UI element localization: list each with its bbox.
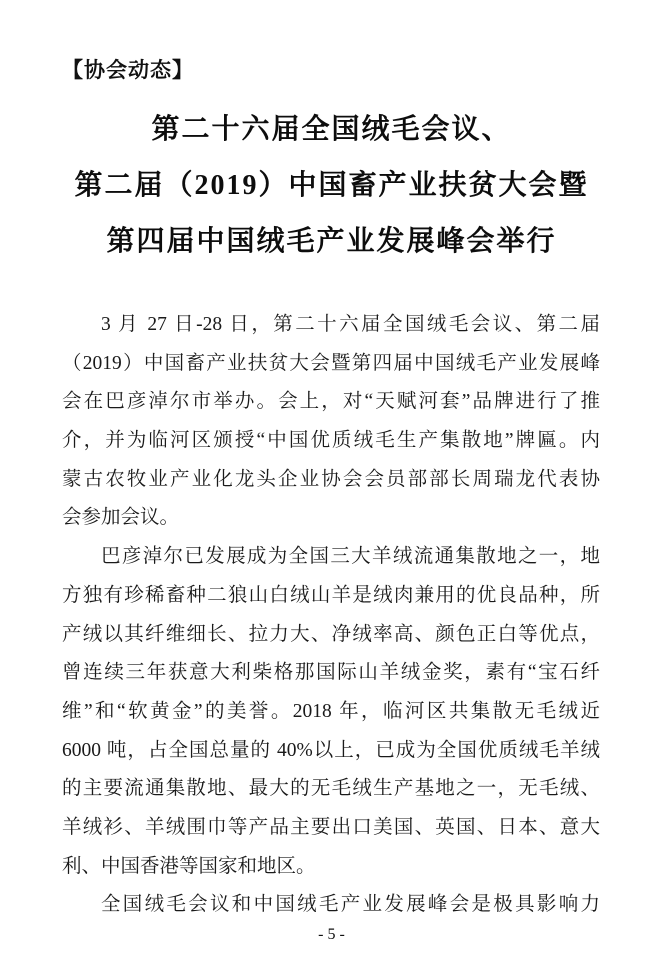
- body-line: 羊绒衫、羊绒围巾等产品主要出口美国、英国、日本、意大: [62, 816, 600, 838]
- body-line: 曾连续三年获意大利柴格那国际山羊绒金奖，素有“宝石纤: [62, 662, 600, 684]
- body-line: 维”和“软黄金”的美誉。2018 年，临河区共集散无毛绒近: [62, 700, 600, 722]
- body-line: 全国绒毛会议和中国绒毛产业发展峰会是极具影响力: [101, 894, 600, 916]
- paragraph-2: [62, 538, 600, 886]
- body-line: 利、中国香港等国家和地区。: [62, 855, 316, 877]
- body-line: 产绒以其纤维细长、拉力大、净绒率高、颜色正白等优点，: [62, 623, 600, 645]
- article-title-line-3: 第四届中国绒毛产业发展峰会举行: [106, 226, 557, 257]
- body-line: 介，并为临河区颁授“中国优质绒毛生产集散地”牌匾。内: [62, 430, 600, 452]
- body-line: 会在巴彦淖尔市举办。会上，对“天赋河套”品牌进行了推: [62, 391, 600, 413]
- article-title: [0, 102, 663, 270]
- paragraph-1: [62, 306, 600, 538]
- body-line: 6000 吨，占全国总量的 40%以上，已成为全国优质绒毛羊绒: [62, 739, 600, 761]
- paragraph-3: [62, 886, 600, 925]
- body-line: （2019）中国畜产业扶贫大会暨第四届中国绒毛产业发展峰: [62, 352, 600, 374]
- page-number: - 5 -: [318, 926, 345, 943]
- body-line: 会参加会议。: [62, 507, 180, 529]
- section-label: 【协会动态】: [62, 59, 194, 82]
- page-footer: [0, 926, 663, 944]
- body-line: 3 月 27 日-28 日，第二十六届全国绒毛会议、第二届: [101, 314, 600, 335]
- body-line: 方独有珍稀畜种二狼山白绒山羊是绒肉兼用的优良品种，所: [62, 584, 600, 606]
- body-line: 蒙古农牧业产业化龙头企业协会会员部部长周瑞龙代表协: [62, 468, 600, 490]
- article-title-line-2: 第二届（2019）中国畜产业扶贫大会暨: [74, 170, 589, 201]
- body-line: 巴彦淖尔已发展成为全国三大羊绒流通集散地之一，地: [101, 546, 600, 568]
- article-body: [62, 306, 600, 925]
- body-line: 的主要流通集散地、最大的无毛绒生产基地之一，无毛绒、: [62, 778, 600, 800]
- article-title-line-1: 第二十六届全国绒毛会议、: [151, 114, 512, 145]
